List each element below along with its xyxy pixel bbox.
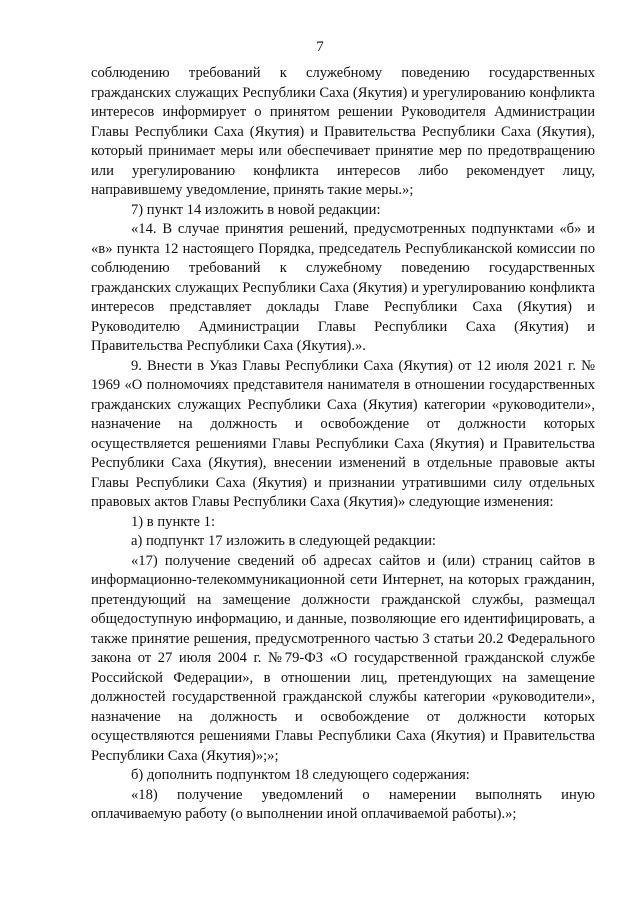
paragraph-item-7: 7) пункт 14 изложить в новой редакции: xyxy=(131,201,381,218)
document-body xyxy=(91,64,595,825)
paragraph-clause-14: «14. В случае принятия решений, предусмотренных подпунктами «б» и «в» пункта 12 настоящего Порядка, председатель Республиканской комиссии по соблюдению требований к служебному поведению государственных гражданских служащих Республики Саха (Якутия) и урегулированию конфликта интересов представляет доклады Главе Республики Саха (Якутия) и Руководителю Администрации Главы Республики Саха (Якутия) и Правительства Республики Саха (Якутия).». xyxy=(91,221,595,354)
paragraph-continuation: соблюдению требований к служебному поведению государственных гражданских служащих Республики Саха (Якутия) и урегулированию конфликта интересов информирует о принятом решении Руководителя Администрации Главы Республики Саха (Якутия) и Правительства Республики Саха (Якутия), который принимает меры или обеспечивает принятие мер по предотвращению или урегулированию конфликта интересов либо рекомендует лицу, направившему уведомление, принять такие меры.»; xyxy=(91,65,595,198)
paragraph-subitem-a: а) подпункт 17 изложить в следующей редакции: xyxy=(131,533,436,549)
paragraph-clause-18: «18) получение уведомлений о намерении выполнять иную оплачиваемую работу (о выполнении иной оплачиваемой работы).»; xyxy=(91,786,595,822)
paragraph-subitem-1: 1) в пункте 1: xyxy=(131,513,216,530)
paragraph-subitem-b: б) дополнить подпунктом 18 следующего содержания: xyxy=(131,767,470,783)
paragraph-clause-17: «17) получение сведений об адресах сайтов и (или) страниц сайтов в информационно-телекоммуникационной сети Интернет, на которых гражданин, претендующий на замещение должности гражданской службы, размещал общедоступную информацию, и данные, позволяющие его идентифицировать, а также принятие решения, предусмотренного частью 3 статьи 20.2 Федерального закона от 27 июля 2004 г. №79-ФЗ «О государственной гражданской службе Российской Федерации», в отношении лиц, претендующих на замещение должностей государственной гражданской службы категории «руководители», назначение на должность и освобождение от должности которых осуществляются решениями Главы Республики Саха (Якутия) и Правительства Республики Саха (Якутия)»;»; xyxy=(91,552,595,764)
page-number: 7 xyxy=(316,39,324,55)
paragraph-item-9: 9. Внести в Указ Главы Республики Саха (Якутия) от 12 июля 2021 г. № 1969 «О полномочиях представителя нанимателя в отношении государственных гражданских служащих Республики Саха (Якутия) категории «руководители», назначение на должность и освобождение от должности которых осуществляется решениями Главы Республики Саха (Якутия) и Правительства Республики Саха (Якутия), внесении изменений в отдельные правовые акты Главы Республики Саха (Якутия) и признании утратившими силу отдельных правовых актов Главы Республики Саха (Якутия)» следующие изменения: xyxy=(91,357,595,510)
